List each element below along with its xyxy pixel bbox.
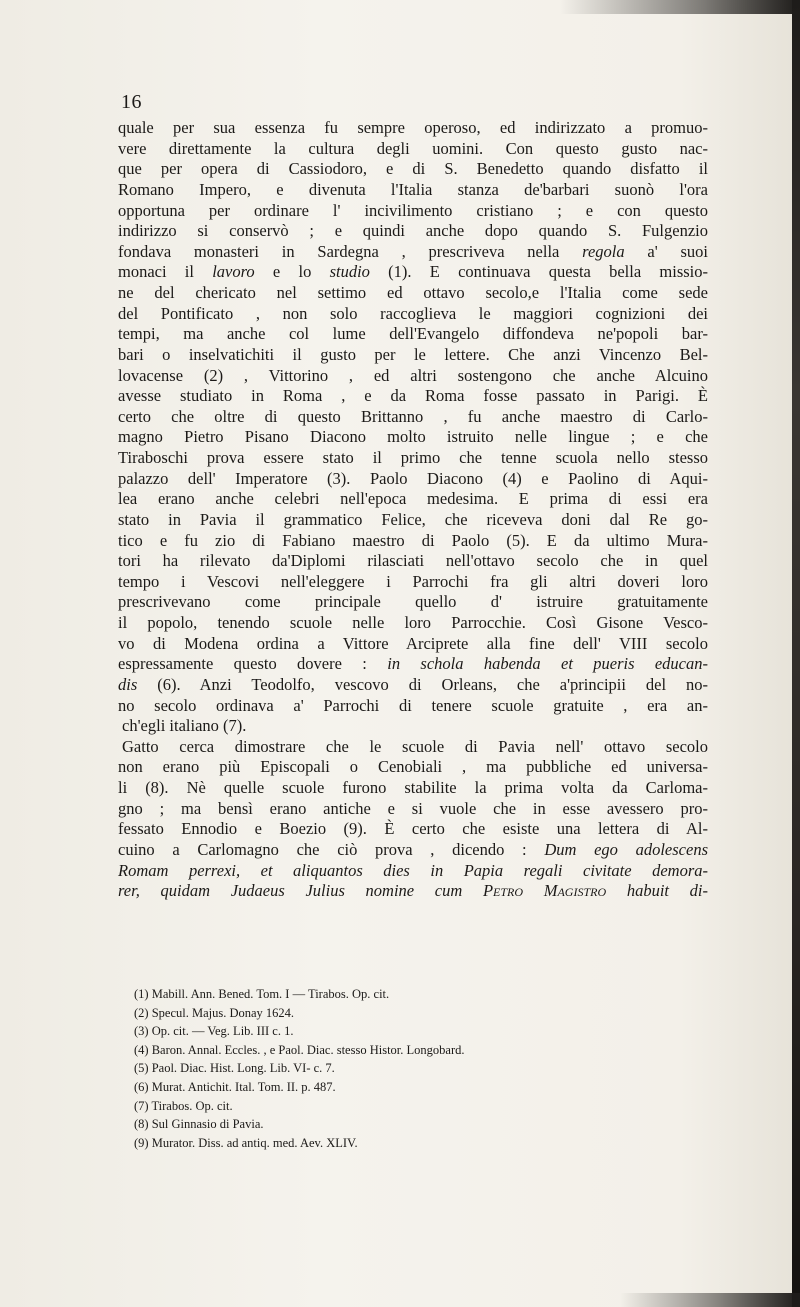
latin-quote: habuit di- [606,881,708,901]
text-line: Romano Impero, e divenuta l'Italia stanza de'barbari suonò l'ora [118,179,708,199]
text-segment: e lo [254,262,330,282]
text-line: quale per sua essenza fu sempre operoso, ed indirizzato a promuo- [118,118,708,137]
text-line: Tiraboschi prova essere stato il primo che tenne scuola nello stesso [118,448,708,467]
text-line: vo di Modena ordina a Vittore Arciprete alla fine dell' VIII secolo [118,633,708,653]
text-line [118,840,708,861]
footnote: (4) Baron. Annal. Eccles. , e Paol. Diac. stesso Histor. Longobard. [134,1042,465,1057]
text-line: stato in Pavia il grammatico Felice, che riceveva doni dal Re go- [118,509,708,529]
text-segment: (1). E continuava questa bella missio- [369,262,709,282]
footnote: (5) Paol. Diac. Hist. Long. Lib. VI- c. 7. [134,1061,335,1076]
text-segment: monaci il [118,262,213,282]
text-line: lea erano anche celebri nell'epoca medesima. E prima di essi era [118,489,708,509]
text-line: que per opera di Cassiodoro, e di S. Benedetto quando disfatto il [118,159,708,179]
text-line: fessato Ennodio e Boezio (9). È certo che esiste una lettera di Al- [118,819,708,839]
footnote: (6) Murat. Antichit. Ital. Tom. II. p. 487. [134,1079,336,1094]
text-line: non erano più Episcopali o Cenobiali , ma pubbliche ed universa- [118,757,708,777]
text-line: tico e fu zio di Fabiano maestro di Paolo (5). E da ultimo Mura- [118,530,708,550]
latin-quote: Dum ego adolescens [544,839,708,859]
text-line [118,881,708,902]
text-line: tori ha rilevato da'Diplomi rilasciati nell'ottavo secolo che in quel [118,551,708,571]
text-line: lovacense (2) , Vittorino , ed altri sostengono che anche Alcuino [118,365,708,385]
text-segment: fondava monasteri in Sardegna , prescriveva nella [118,241,583,261]
text-line: ne del chericato nel settimo ed ottavo secolo,e l'Italia come sede [118,283,708,302]
text-line: tempi, ma anche col lume dell'Evangelo diffondeva ne'popoli bar- [118,324,708,344]
italic-word: studio [329,262,370,282]
scan-edge-shadow-bottom [620,1293,800,1307]
text-line [118,861,708,882]
latin-name: Petro Magistro [482,881,607,901]
text-line: opportuna per ordinare l' incivilimento cristiano ; e con questo [118,200,708,220]
footnote: (8) Sul Ginnasio di Pavia. [134,1117,264,1132]
text-line: avesse studiato in Roma , e da Roma fosse passato in Parigi. È [118,386,708,406]
italic-word: lavoro [212,262,255,282]
text-line: palazzo dell' Imperatore (3). Paolo Diacono (4) e Paolino di Aqui- [118,468,708,488]
footnotes [134,985,694,1152]
text-line [118,242,708,263]
text-line: vere direttamente la cultura degli uomini. Con questo gusto nac- [118,138,708,158]
text-line: bari o inselvatichiti il gusto per le lettere. Che anzi Vincenzo Bel- [118,344,708,364]
text-segment: (6). Anzi Teodolfo, vescovo di Orleans, che a'principii del no- [137,674,708,694]
text-line: prescrivevano come principale quello d' istruire gratuitamente [118,592,708,612]
text-line: certo che oltre di questo Brittanno , fu anche maestro di Carlo- [118,406,708,426]
latin-quote: dis [118,674,138,694]
text-line: Gatto cerca dimostrare che le scuole di Pavia nell' ottavo secolo [122,736,708,756]
text-line [118,654,708,675]
text-segment: a' suoi [624,241,708,261]
text-segment: cuino a Carlomagno che ciò prova , dicendo : [118,839,545,859]
italic-word: regola [582,241,625,261]
text-line: gno ; ma bensì erano antiche e si vuole che in esse avessero pro- [118,798,708,818]
text-line: ch'egli italiano (7). [122,716,247,736]
latin-quote: in schola habenda et pueris educan- [387,654,708,674]
footnote: (7) Tirabos. Op. cit. [134,1098,233,1113]
footnote: (9) Murator. Diss. ad antiq. med. Aev. XLIV. [134,1135,358,1150]
text-line: tempo i Vescovi nell'eleggere i Parrochi fra gli altri doveri loro [118,571,708,591]
footnote: (2) Specul. Majus. Donay 1624. [134,1005,295,1020]
text-line [118,262,708,283]
latin-quote: rer, quidam Judaeus Julius nomine cum [118,881,483,901]
page-number: 16 [121,91,142,113]
text-line: li (8). Nè quelle scuole furono stabilite la prima volta da Carloma- [118,778,708,797]
footnote: (3) Op. cit. — Veg. Lib. III c. 1. [134,1024,294,1039]
scan-edge-shadow-right [792,0,800,1307]
text-line: del Pontificato , non solo raccoglieva le maggiori cognizioni dei [118,303,708,323]
text-line: no secolo ordinava a' Parrochi di tenere scuole gratuite , era an- [118,695,708,715]
scan-edge-shadow-top [560,0,800,14]
body-text [118,118,708,902]
text-line: indirizzo si conservò ; e quindi anche dopo quando S. Fulgenzio [118,221,708,241]
latin-quote: Romam perrexi, et aliquantos dies in Papia regali civitate demora- [118,860,708,880]
text-line [118,675,708,696]
footnote: (1) Mabill. Ann. Bened. Tom. I — Tirabos. Op. cit. [134,987,390,1001]
text-line: magno Pietro Pisano Diacono molto istruito nelle lingue ; e che [118,427,708,447]
text-line: il popolo, tenendo scuole nelle loro Parrocchie. Così Gisone Vesco- [118,613,708,632]
text-segment: espressamente questo dovere : [118,654,388,674]
